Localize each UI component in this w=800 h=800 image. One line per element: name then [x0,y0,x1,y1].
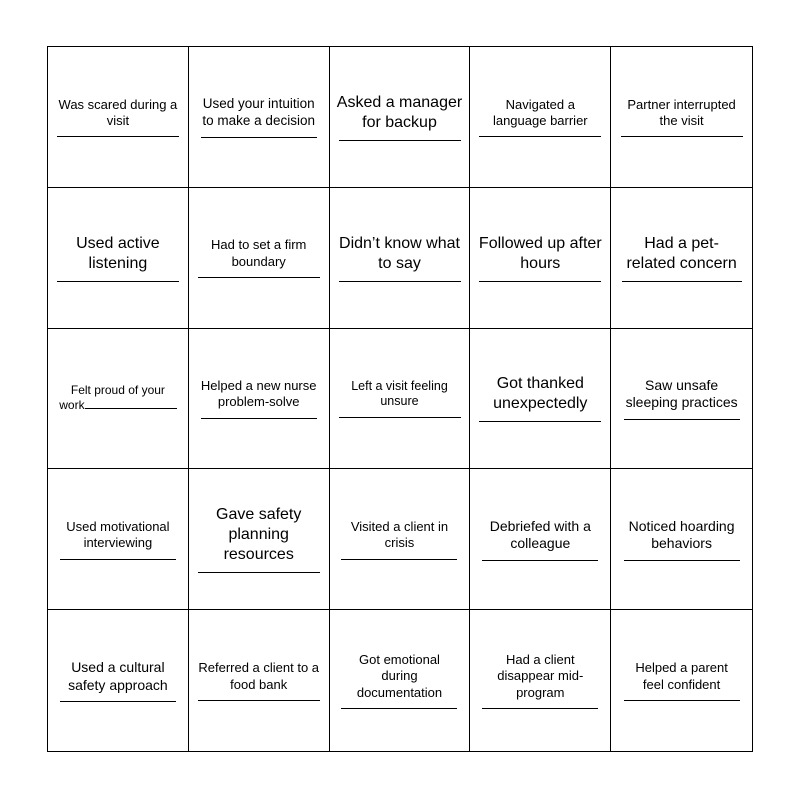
cell-text: Used active listening [76,234,160,272]
write-in-line[interactable] [201,137,317,138]
bingo-cell[interactable] [189,610,330,751]
cell-text: Visited a client in crisis [350,519,449,551]
cell-text: Noticed hoarding behaviors [628,517,735,552]
bingo-cell[interactable] [48,610,189,751]
cell-text: Left a visit feeling unsure [351,378,448,409]
bingo-cell[interactable] [48,188,189,329]
bingo-cell[interactable] [611,610,752,751]
cell-text: Had a pet-related concern [626,234,737,272]
cell-text: Debriefed with a colleague [489,517,591,552]
bingo-cell[interactable] [48,469,189,610]
cell-text: Asked a manager for backup [336,93,463,131]
bingo-board [47,46,753,752]
write-in-line[interactable] [198,277,320,278]
write-in-line[interactable] [621,136,743,137]
cell-text: Followed up after hours [478,234,602,272]
write-in-line[interactable] [339,417,461,418]
cell-text: Helped a parent feel confident [635,660,728,692]
cell-text: Partner interrupted the visit [627,96,736,128]
cell-text: Got emotional during documentation [356,652,443,700]
bingo-cell[interactable] [330,469,471,610]
write-in-line[interactable] [85,407,177,409]
cell-text: Referred a client to a food bank [198,660,320,692]
bingo-cell[interactable] [470,47,611,188]
write-in-line[interactable] [339,281,461,282]
bingo-cell[interactable] [611,469,752,610]
bingo-cell[interactable] [330,47,471,188]
write-in-line[interactable] [624,419,740,420]
write-in-line[interactable] [339,140,461,141]
write-in-line[interactable] [341,559,457,560]
bingo-cell[interactable] [330,188,471,329]
cell-text: Got thanked unexpectedly [493,375,588,413]
write-in-line[interactable] [57,281,179,282]
bingo-cell[interactable] [470,329,611,470]
write-in-line[interactable] [198,700,320,701]
cell-text: Saw unsafe sleeping practices [625,376,738,411]
write-in-line[interactable] [624,700,740,701]
bingo-cell[interactable] [189,469,330,610]
cell-text: Navigated a language barrier [492,96,588,128]
bingo-cell[interactable] [611,47,752,188]
cell-text: Helped a new nurse problem-solve [200,378,317,410]
cell-text: Used your intuition to make a decision [202,96,315,128]
write-in-line[interactable] [57,136,179,137]
write-in-line[interactable] [482,708,598,709]
write-in-line[interactable] [341,708,457,709]
cell-text: Used a cultural safety approach [68,659,168,693]
cell-text: Was scared during a visit [58,96,178,128]
cell-text: Used motivational interviewing [66,519,170,551]
bingo-cell[interactable] [611,188,752,329]
write-in-line[interactable] [201,418,317,419]
bingo-cell[interactable] [611,329,752,470]
bingo-cell[interactable] [189,188,330,329]
write-in-line[interactable] [622,281,742,282]
bingo-cell[interactable] [330,610,471,751]
write-in-line[interactable] [479,281,601,282]
write-in-line[interactable] [482,560,598,561]
cell-text-with-line [57,383,179,413]
cell-text: Had a client disappear mid-program [497,652,584,700]
write-in-line[interactable] [60,701,176,702]
cell-text: Didn’t know what to say [339,234,460,272]
write-in-line[interactable] [60,559,176,560]
cell-text: Gave safety planning resources [216,506,302,564]
bingo-cell[interactable] [470,469,611,610]
cell-text: Had to set a firm boundary [211,237,307,269]
write-in-line[interactable] [624,560,740,561]
bingo-cell[interactable] [189,329,330,470]
bingo-cell[interactable] [189,47,330,188]
bingo-cell[interactable] [48,47,189,188]
cell-text: Felt proud of your work [59,383,165,413]
bingo-cell[interactable] [470,610,611,751]
bingo-cell[interactable] [330,329,471,470]
bingo-cell[interactable] [470,188,611,329]
write-in-line[interactable] [479,421,601,422]
bingo-cell[interactable] [48,329,189,470]
write-in-line[interactable] [198,572,320,573]
write-in-line[interactable] [479,136,601,137]
